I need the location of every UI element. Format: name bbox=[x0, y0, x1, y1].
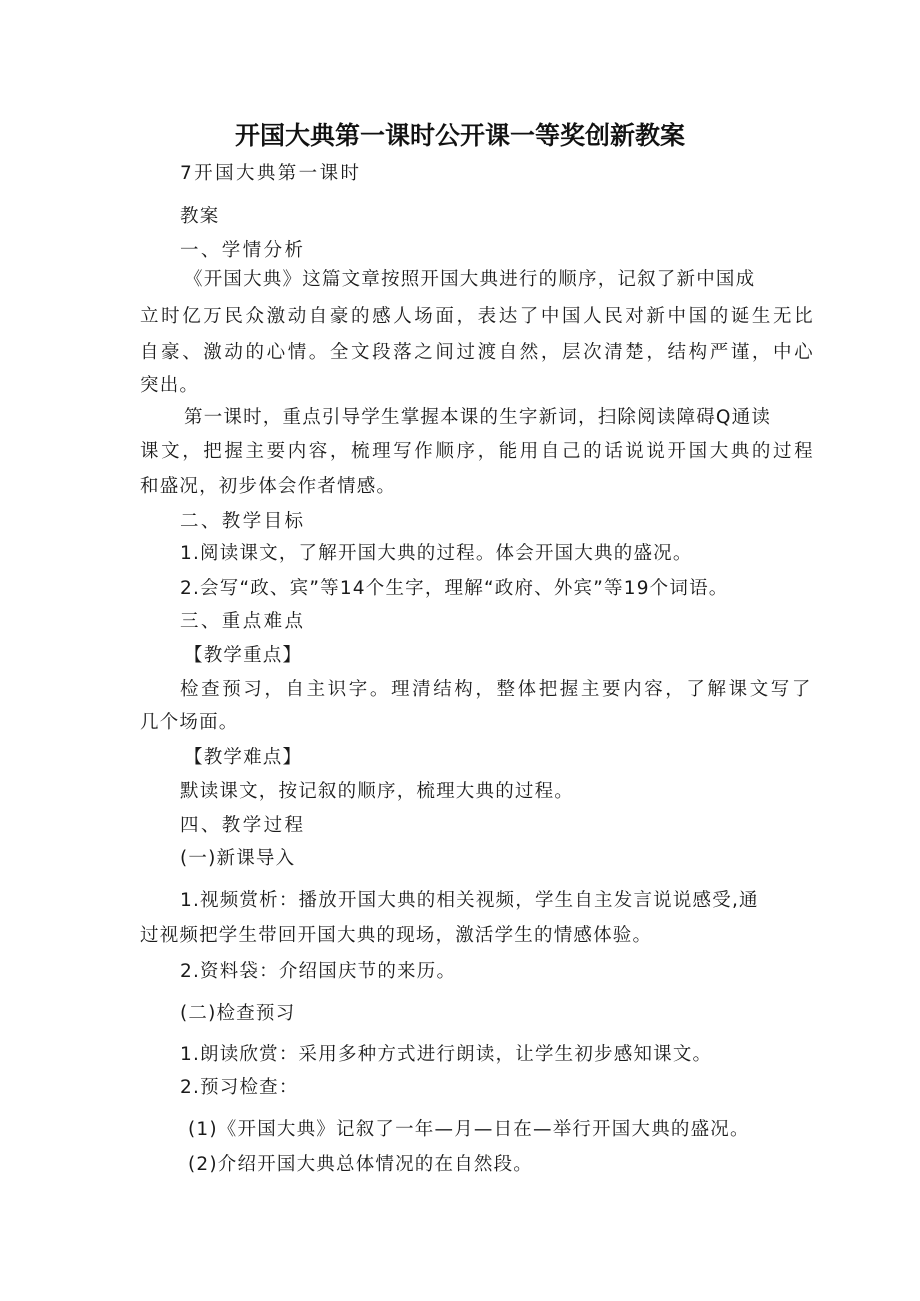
paragraph-line: 立时亿万民众激动自豪的感人场面，表达了中国人民对新中国的诞生无比 bbox=[140, 306, 816, 327]
difficulty-label: 【教学难点】 bbox=[184, 747, 303, 768]
section-heading-1: 一、学情分析 bbox=[180, 240, 306, 261]
section-heading-3: 三、重点难点 bbox=[180, 611, 306, 632]
list-item: 2.预习检查： bbox=[180, 1077, 299, 1098]
paragraph-line: 突出。 bbox=[140, 375, 200, 396]
paragraph-line: 过视频把学生带回开国大典的现场，激活学生的情感体验。 bbox=[140, 925, 653, 946]
list-item: 2.资料袋：介绍国庆节的来历。 bbox=[180, 961, 457, 982]
paragraph-line: 和盛况，初步体会作者情感。 bbox=[140, 476, 397, 497]
doc-type-label: 教案 bbox=[180, 206, 220, 227]
paragraph-line: 课文，把握主要内容，梳理写作顺序，能用自己的话说说开国大典的过程 bbox=[140, 441, 816, 462]
question-item: (1)《开国大典》记叙了一年—月—日在—举行开国大典的盛况。 bbox=[188, 1119, 750, 1140]
list-item: 1.朗读欣赏：采用多种方式进行朗读，让学生初步感知课文。 bbox=[180, 1044, 713, 1065]
goal-item: 1.阅读课文，了解开国大典的过程。体会开国大典的盛况。 bbox=[180, 543, 693, 564]
key-point-label: 【教学重点】 bbox=[184, 645, 303, 666]
subsection-heading: (一)新课导入 bbox=[180, 848, 296, 869]
lesson-subtitle: 7开国大典第一课时 bbox=[180, 163, 362, 184]
paragraph-line: 默读课文，按记叙的顺序，梳理大典的过程。 bbox=[180, 781, 575, 802]
subsection-heading: (二)检查预习 bbox=[180, 1003, 296, 1024]
paragraph-line: 检查预习，自主识字。理清结构，整体把握主要内容，了解课文写了 bbox=[180, 679, 814, 700]
paragraph-line: 《开国大典》这篇文章按照开国大典进行的顺序，记叙了新中国成 bbox=[184, 269, 756, 290]
section-heading-2: 二、教学目标 bbox=[180, 511, 306, 532]
paragraph-line: 1.视频赏析：播放开国大典的相关视频，学生自主发言说说感受,通 bbox=[180, 890, 759, 911]
goal-item: 2.会写“政、宾”等14个生字，理解“政府、外宾”等19个词语。 bbox=[180, 578, 729, 599]
paragraph-line: 自豪、激动的心情。全文段落之间过渡自然，层次清楚，结构严谨，中心 bbox=[140, 342, 816, 363]
paragraph-line: 第一课时，重点引导学生掌握本课的生字新词，扫除阅读障碍Q通读 bbox=[184, 407, 772, 428]
question-item: (2)介绍开国大典总体情况的在自然段。 bbox=[188, 1154, 534, 1175]
paragraph-line: 几个场面。 bbox=[140, 712, 239, 733]
document-title: 开国大典第一课时公开课一等奖创新教案 bbox=[234, 121, 685, 150]
section-heading-4: 四、教学过程 bbox=[180, 815, 306, 836]
